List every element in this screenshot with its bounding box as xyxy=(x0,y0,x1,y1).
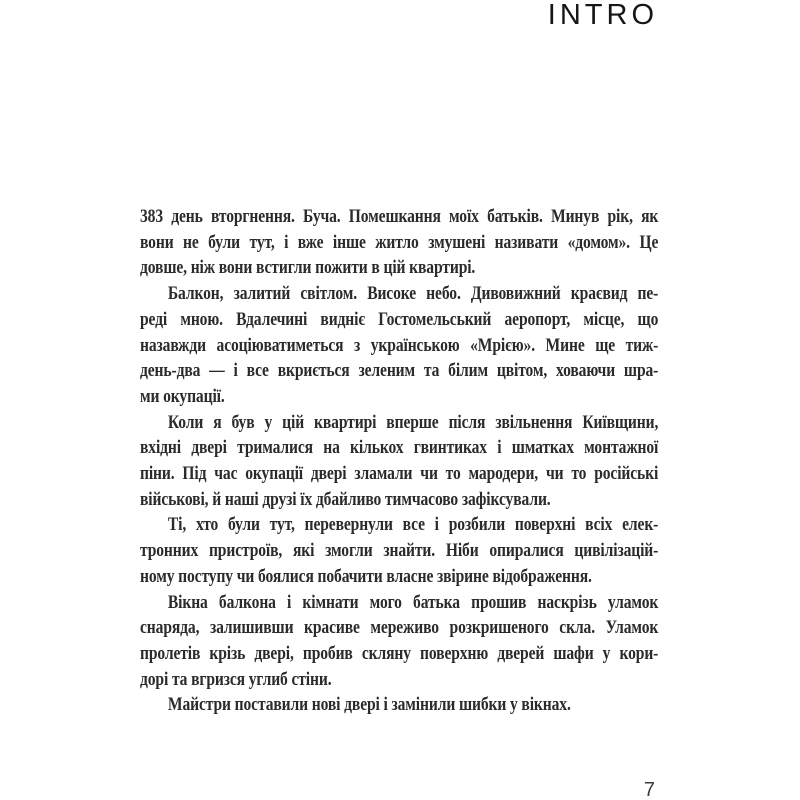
body-text xyxy=(140,204,658,718)
text-line: Ті, хто були тут, перевернули все і розбили поверхні всіх елек- xyxy=(167,514,659,536)
text-line: пролетів крізь двері, пробив скляну поверхню дверей шафи у кори- xyxy=(140,642,659,664)
paragraph xyxy=(140,204,658,281)
text-line: Балкон, залитий світлом. Високе небо. Дивовижний краєвид пе- xyxy=(167,283,659,305)
text-line: реді мною. Вдалечині видніє Гостомельський аеропорт, місце, що xyxy=(140,308,659,330)
text-line: тронних пристроїв, які змогли знайти. Ніби опиралися цивілізацій- xyxy=(140,540,659,562)
text-line: піни. Під час окупації двері зламали чи то мародери, чи то російські xyxy=(140,463,659,485)
page-number: 7 xyxy=(643,779,655,800)
text-line: снаряда, залишивши красиве мереживо розкришеного скла. Уламок xyxy=(140,617,659,639)
paragraph xyxy=(140,692,658,718)
paragraph xyxy=(140,281,658,410)
text-line: Майстри поставили нові двері і замінили шибки у вікнах. xyxy=(167,694,571,716)
text-line: Вікна балкона і кімнати мого батька прошив наскрізь уламок xyxy=(167,591,659,613)
paragraph xyxy=(140,410,658,513)
text-line: вони не були тут, і вже інше житло змушені називати «домом». Це xyxy=(140,231,659,253)
text-line: Коли я був у цій квартирі вперше після звільнення Київщини, xyxy=(167,411,659,433)
chapter-title: INTRO xyxy=(547,0,658,31)
text-line: день-два — і все вкриється зеленим та білим цвітом, ховаючи шра- xyxy=(140,360,659,382)
text-line: ми окупації. xyxy=(140,385,225,407)
text-line: назавжди асоціюватиметься з українською «Мрією». Мине ще тиж- xyxy=(140,334,659,356)
text-line: військові, й наші друзі їх дбайливо тимчасово зафіксували. xyxy=(140,488,551,510)
text-line: довше, ніж вони встигли пожити в цій квартирі. xyxy=(140,257,476,279)
text-line: дорі та вгризся углиб стіни. xyxy=(140,668,332,690)
text-line: 383 день вторгнення. Буча. Помешкання моїх батьків. Минув рік, як xyxy=(140,206,659,227)
text-line: вхідні двері трималися на кількох гвинтиках і шматках монтажної xyxy=(140,437,659,459)
paragraph xyxy=(140,512,658,589)
text-line: ному поступу чи боялися побачити власне звірине відображення. xyxy=(140,565,592,587)
paragraph xyxy=(140,590,658,693)
